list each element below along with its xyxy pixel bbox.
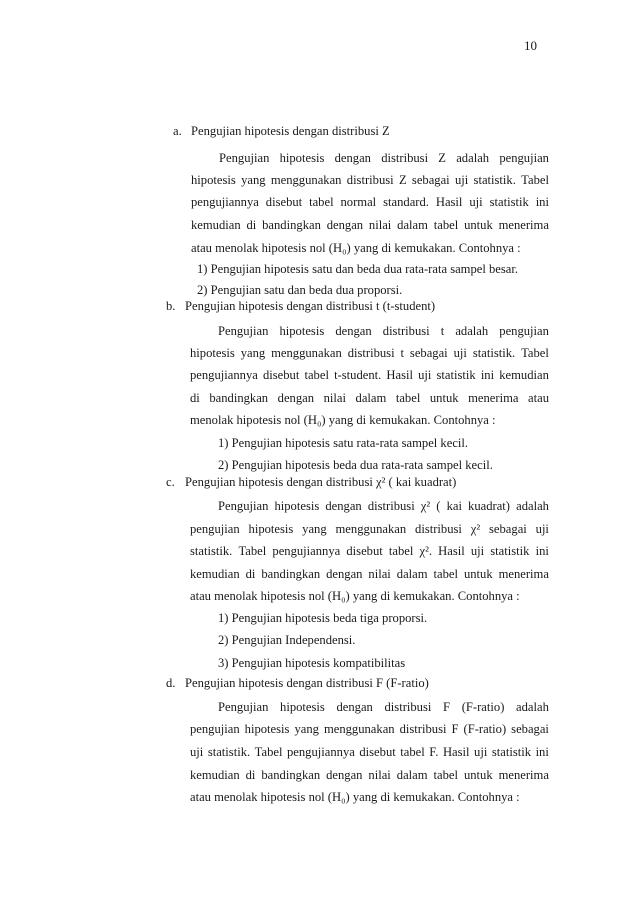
page-number: 10 [524,38,537,53]
section-c-item-1: 1) Pengujian hipotesis beda tiga proporsi. [218,611,428,625]
section-b-para-line-4: di bandingkan dengan nilai dalam tabel untuk menerima atau [190,391,549,405]
section-c-item-3: 3) Pengujian hipotesis kompatibilitas [218,656,406,670]
section-d-para-line-4: kemudian di bandingkan dengan nilai dalam tabel untuk menerima [190,768,549,782]
section-a-item-1: 1) Pengujian hipotesis satu dan beda dua rata-rata sampel besar. [197,262,519,276]
section-a-item-2: 2) Pengujian satu dan beda dua proporsi. [197,283,403,297]
section-c-para-line-2: pengujian hipotesis yang menggunakan distribusi χ² sebagai uji [190,522,549,536]
section-d-heading: Pengujian hipotesis dengan distribusi F (F-ratio) [185,676,429,690]
section-c-para-line-5: atau menolak hipotesis nol (H₀) yang di kemukakan. Contohnya : [190,589,520,603]
section-d-para-line-5: atau menolak hipotesis nol (H₀) yang di kemukakan. Contohnya : [190,790,520,804]
section-b-para-line-2: hipotesis yang menggunakan distribusi t sebagai uji statistik. Tabel [190,346,549,360]
section-a-para-line-2: hipotesis yang menggunakan distribusi Z sebagai uji statistik. Tabel [191,173,549,187]
section-b-label: b. [166,299,176,313]
section-a-heading: Pengujian hipotesis dengan distribusi Z [191,124,390,138]
section-d-para-line-3: uji statistik. Tabel pengujiannya disebut tabel F. Hasil uji statistik ini [190,745,549,759]
section-c-para-line-3: statistik. Tabel pengujiannya disebut tabel χ². Hasil uji statistik ini [190,544,549,558]
section-a-para-line-5: atau menolak hipotesis nol (H₀) yang di kemukakan. Contohnya : [191,241,521,255]
section-b-heading: Pengujian hipotesis dengan distribusi t (t-student) [185,299,436,313]
section-b-item-2: 2) Pengujian hipotesis beda dua rata-rata sampel kecil. [218,458,493,472]
section-c-para-line-1: Pengujian hipotesis dengan distribusi χ² ( kai kuadrat) adalah [218,499,549,513]
section-a-para-line-4: kemudian di bandingkan dengan nilai dalam tabel untuk menerima [191,218,549,232]
section-d-label: d. [166,676,176,690]
section-a-para-line-3: pengujiannya disebut tabel normal standard. Hasil uji statistik ini [191,195,549,209]
section-b-para-line-3: pengujiannya disebut tabel t-student. Hasil uji statistik ini kemudian [190,368,549,382]
section-d-para-line-2: pengujian hipotesis yang menggunakan distribusi F (F-ratio) sebagai [190,722,549,736]
section-c-item-2: 2) Pengujian Independensi. [218,633,356,647]
section-c-para-line-4: kemudian di bandingkan dengan nilai dalam tabel untuk menerima [190,567,549,581]
section-b-item-1: 1) Pengujian hipotesis satu rata-rata sampel kecil. [218,436,469,450]
section-a-label: a. [173,124,182,138]
section-d-para-line-1: Pengujian hipotesis dengan distribusi F (F-ratio) adalah [218,700,549,714]
section-b-para-line-5: menolak hipotesis nol (H₀) yang di kemukakan. Contohnya : [190,413,496,427]
section-c-heading: Pengujian hipotesis dengan distribusi χ² ( kai kuadrat) [185,475,457,489]
section-b-para-line-1: Pengujian hipotesis dengan distribusi t adalah pengujian [218,324,549,338]
section-a-para-line-1: Pengujian hipotesis dengan distribusi Z adalah pengujian [219,151,549,165]
section-c-label: c. [166,475,175,489]
